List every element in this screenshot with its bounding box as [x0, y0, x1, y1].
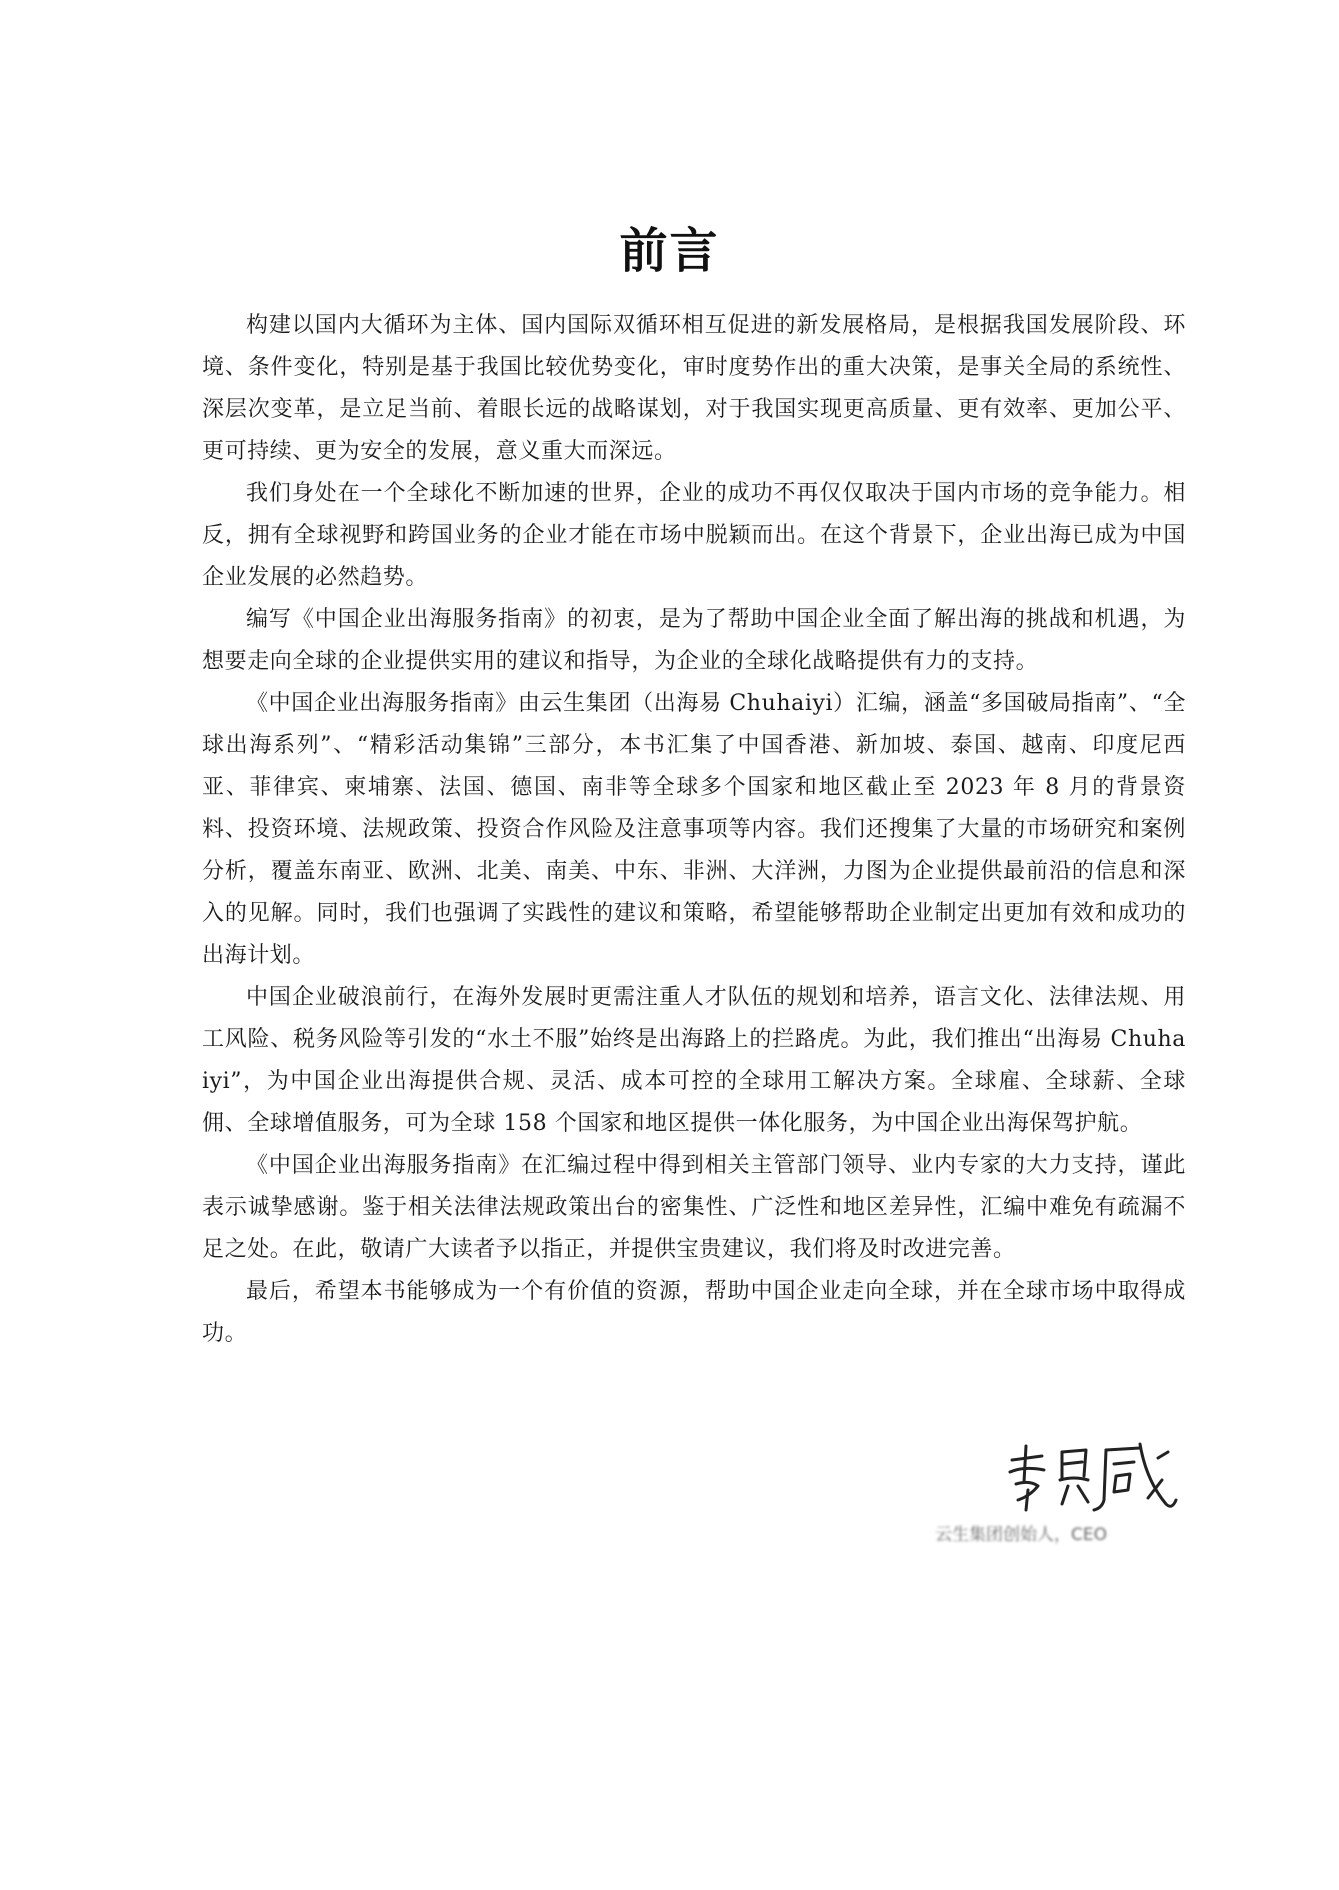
paragraph: 《中国企业出海服务指南》由云生集团（出海易 Chuhaiyi）汇编，涵盖“多国破局指南”、“全球出海系列”、“精彩活动集锦”三部分，本书汇集了中国香港、新加坡、泰国、越南、印度尼西亚、菲律宾、柬埔寨、法国、德国、南非等全球多个国家和地区截止至 2023 年 8 月的背景资料、投资环境、法规政策、投资合作风险及注意事项等内容。我们还搜集了大量的市场研究和案例分析，覆盖东南亚、欧洲、北美、南美、中东、非洲、大洋洲，力图为企业提供最前沿的信息和深入的见解。同时，我们也强调了实践性的建议和策略，希望能够帮助企业制定出更加有效和成功的出海计划。	[202, 691, 1186, 968]
signature-block	[935, 1430, 1195, 1560]
paragraph: 我们身处在一个全球化不断加速的世界，企业的成功不再仅仅取决于国内市场的竞争能力。相反，拥有全球视野和跨国业务的企业才能在市场中脱颖而出。在这个背景下，企业出海已成为中国企业发展的必然趋势。	[202, 481, 1186, 590]
paragraph: 最后，希望本书能够成为一个有价值的资源，帮助中国企业走向全球，并在全球市场中取得成功。	[202, 1279, 1186, 1346]
paragraph: 编写《中国企业出海服务指南》的初衷，是为了帮助中国企业全面了解出海的挑战和机遇，为想要走向全球的企业提供实用的建议和指导，为企业的全球化战略提供有力的支持。	[202, 607, 1186, 674]
paragraph: 《中国企业出海服务指南》在汇编过程中得到相关主管部门领导、业内专家的大力支持，谨此表示诚挚感谢。鉴于相关法律法规政策出台的密集性、广泛性和地区差异性，汇编中难免有疏漏不足之处。在此，敬请广大读者予以指正，并提供宝贵建议，我们将及时改进完善。	[202, 1153, 1186, 1262]
page-title: 前言	[619, 223, 720, 279]
paragraph: 构建以国内大循环为主体、国内国际双循环相互促进的新发展格局，是根据我国发展阶段、环境、条件变化，特别是基于我国比较优势变化，审时度势作出的重大决策，是事关全局的系统性、深层次变革，是立足当前、着眼长远的战略谋划，对于我国实现更高质量、更有效率、更加公平、更可持续、更为安全的发展，意义重大而深远。	[202, 313, 1186, 464]
signer-caption: 云生集团创始人，CEO	[935, 1525, 1107, 1545]
handwritten-signature	[990, 1430, 1190, 1520]
paragraph: 中国企业破浪前行，在海外发展时更需注重人才队伍的规划和培养，语言文化、法律法规、用工风险、税务风险等引发的“水土不服”始终是出海路上的拦路虎。为此，我们推出“出海易 Chuhaiyi”，为中国企业出海提供合规、灵活、成本可控的全球用工解决方案。全球雇、全球薪、全球佣、全球增值服务，可为全球 158 个国家和地区提供一体化服务，为中国企业出海保驾护航。	[202, 985, 1186, 1136]
preface-body	[202, 305, 1186, 1355]
